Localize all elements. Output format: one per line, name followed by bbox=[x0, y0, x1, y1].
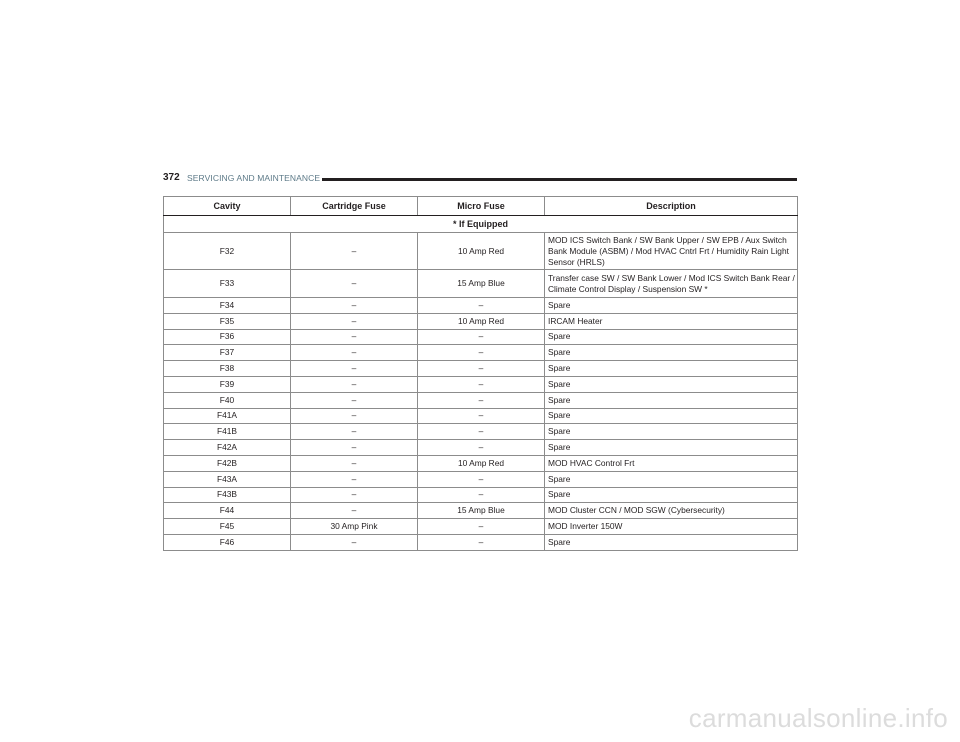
description-cell: Spare bbox=[545, 329, 798, 345]
cavity-cell: F43B bbox=[164, 487, 291, 503]
table-row bbox=[164, 471, 798, 487]
section-title: SERVICING AND MAINTENANCE bbox=[187, 173, 321, 183]
cavity-cell: F39 bbox=[164, 376, 291, 392]
cartridge-fuse-cell: – bbox=[291, 534, 418, 550]
micro-fuse-cell: – bbox=[418, 408, 545, 424]
table-row bbox=[164, 392, 798, 408]
cavity-cell: F37 bbox=[164, 345, 291, 361]
cartridge-fuse-cell: – bbox=[291, 408, 418, 424]
table-row bbox=[164, 503, 798, 519]
cavity-cell: F35 bbox=[164, 313, 291, 329]
table-row bbox=[164, 313, 798, 329]
cartridge-fuse-cell: – bbox=[291, 313, 418, 329]
cavity-cell: F33 bbox=[164, 270, 291, 298]
column-header-cavity: Cavity bbox=[164, 197, 291, 216]
description-cell: MOD HVAC Control Frt bbox=[545, 455, 798, 471]
description-cell: Spare bbox=[545, 471, 798, 487]
micro-fuse-cell: – bbox=[418, 534, 545, 550]
micro-fuse-cell: – bbox=[418, 361, 545, 377]
description-cell: Spare bbox=[545, 392, 798, 408]
table-row bbox=[164, 424, 798, 440]
micro-fuse-cell: – bbox=[418, 345, 545, 361]
table-row bbox=[164, 376, 798, 392]
table-row bbox=[164, 345, 798, 361]
description-cell: Spare bbox=[545, 376, 798, 392]
description-cell: Spare bbox=[545, 487, 798, 503]
table-row bbox=[164, 455, 798, 471]
column-header-description: Description bbox=[545, 197, 798, 216]
table-header-row bbox=[164, 197, 798, 216]
cavity-cell: F45 bbox=[164, 519, 291, 535]
cavity-cell: F43A bbox=[164, 471, 291, 487]
cartridge-fuse-cell: – bbox=[291, 361, 418, 377]
micro-fuse-cell: – bbox=[418, 424, 545, 440]
page-header bbox=[163, 172, 797, 184]
cavity-cell: F44 bbox=[164, 503, 291, 519]
cartridge-fuse-cell: – bbox=[291, 440, 418, 456]
micro-fuse-cell: 10 Amp Red bbox=[418, 233, 545, 270]
cartridge-fuse-cell: – bbox=[291, 345, 418, 361]
table-row bbox=[164, 329, 798, 345]
cartridge-fuse-cell: – bbox=[291, 270, 418, 298]
cavity-cell: F42B bbox=[164, 455, 291, 471]
header-rule bbox=[322, 178, 797, 181]
cartridge-fuse-cell: – bbox=[291, 455, 418, 471]
if-equipped-note-row bbox=[164, 216, 798, 233]
cavity-cell: F46 bbox=[164, 534, 291, 550]
cavity-cell: F42A bbox=[164, 440, 291, 456]
table-row bbox=[164, 408, 798, 424]
table-row bbox=[164, 361, 798, 377]
description-cell: Spare bbox=[545, 534, 798, 550]
cavity-cell: F41A bbox=[164, 408, 291, 424]
description-cell: Spare bbox=[545, 345, 798, 361]
cartridge-fuse-cell: – bbox=[291, 233, 418, 270]
cavity-cell: F36 bbox=[164, 329, 291, 345]
table-row bbox=[164, 298, 798, 314]
page-number: 372 bbox=[163, 172, 180, 183]
cartridge-fuse-cell: 30 Amp Pink bbox=[291, 519, 418, 535]
micro-fuse-cell: – bbox=[418, 487, 545, 503]
description-cell: MOD ICS Switch Bank / SW Bank Upper / SW EPB / Aux Switch Bank Module (ASBM) / Mod HVAC Cntrl Frt / Humidity Rain Light Sensor (HRLS) bbox=[545, 233, 798, 270]
micro-fuse-cell: – bbox=[418, 519, 545, 535]
column-header-micro-fuse: Micro Fuse bbox=[418, 197, 545, 216]
micro-fuse-cell: – bbox=[418, 440, 545, 456]
description-cell: Spare bbox=[545, 298, 798, 314]
description-cell: Spare bbox=[545, 440, 798, 456]
table-row bbox=[164, 440, 798, 456]
if-equipped-note: * If Equipped bbox=[164, 216, 798, 233]
cavity-cell: F40 bbox=[164, 392, 291, 408]
micro-fuse-cell: – bbox=[418, 376, 545, 392]
micro-fuse-cell: – bbox=[418, 329, 545, 345]
fuse-table bbox=[163, 196, 798, 551]
column-header-cartridge-fuse: Cartridge Fuse bbox=[291, 197, 418, 216]
cavity-cell: F38 bbox=[164, 361, 291, 377]
cartridge-fuse-cell: – bbox=[291, 424, 418, 440]
description-cell: Spare bbox=[545, 408, 798, 424]
description-cell: Spare bbox=[545, 361, 798, 377]
table-row bbox=[164, 270, 798, 298]
cartridge-fuse-cell: – bbox=[291, 392, 418, 408]
table-body bbox=[164, 216, 798, 551]
micro-fuse-cell: 15 Amp Blue bbox=[418, 270, 545, 298]
watermark: carmanualsonline.info bbox=[688, 703, 948, 733]
description-cell: Transfer case SW / SW Bank Lower / Mod ICS Switch Bank Rear / Climate Control Display / Suspension SW * bbox=[545, 270, 798, 298]
micro-fuse-cell: 10 Amp Red bbox=[418, 455, 545, 471]
description-cell: MOD Inverter 150W bbox=[545, 519, 798, 535]
micro-fuse-cell: – bbox=[418, 298, 545, 314]
description-cell: Spare bbox=[545, 424, 798, 440]
cartridge-fuse-cell: – bbox=[291, 329, 418, 345]
cartridge-fuse-cell: – bbox=[291, 471, 418, 487]
micro-fuse-cell: 15 Amp Blue bbox=[418, 503, 545, 519]
table-row bbox=[164, 534, 798, 550]
micro-fuse-cell: – bbox=[418, 392, 545, 408]
cavity-cell: F32 bbox=[164, 233, 291, 270]
table-row bbox=[164, 519, 798, 535]
description-cell: IRCAM Heater bbox=[545, 313, 798, 329]
micro-fuse-cell: – bbox=[418, 471, 545, 487]
cartridge-fuse-cell: – bbox=[291, 376, 418, 392]
description-cell: MOD Cluster CCN / MOD SGW (Cybersecurity) bbox=[545, 503, 798, 519]
cavity-cell: F34 bbox=[164, 298, 291, 314]
cartridge-fuse-cell: – bbox=[291, 298, 418, 314]
cartridge-fuse-cell: – bbox=[291, 503, 418, 519]
table-row bbox=[164, 233, 798, 270]
table-row bbox=[164, 487, 798, 503]
cartridge-fuse-cell: – bbox=[291, 487, 418, 503]
cavity-cell: F41B bbox=[164, 424, 291, 440]
micro-fuse-cell: 10 Amp Red bbox=[418, 313, 545, 329]
